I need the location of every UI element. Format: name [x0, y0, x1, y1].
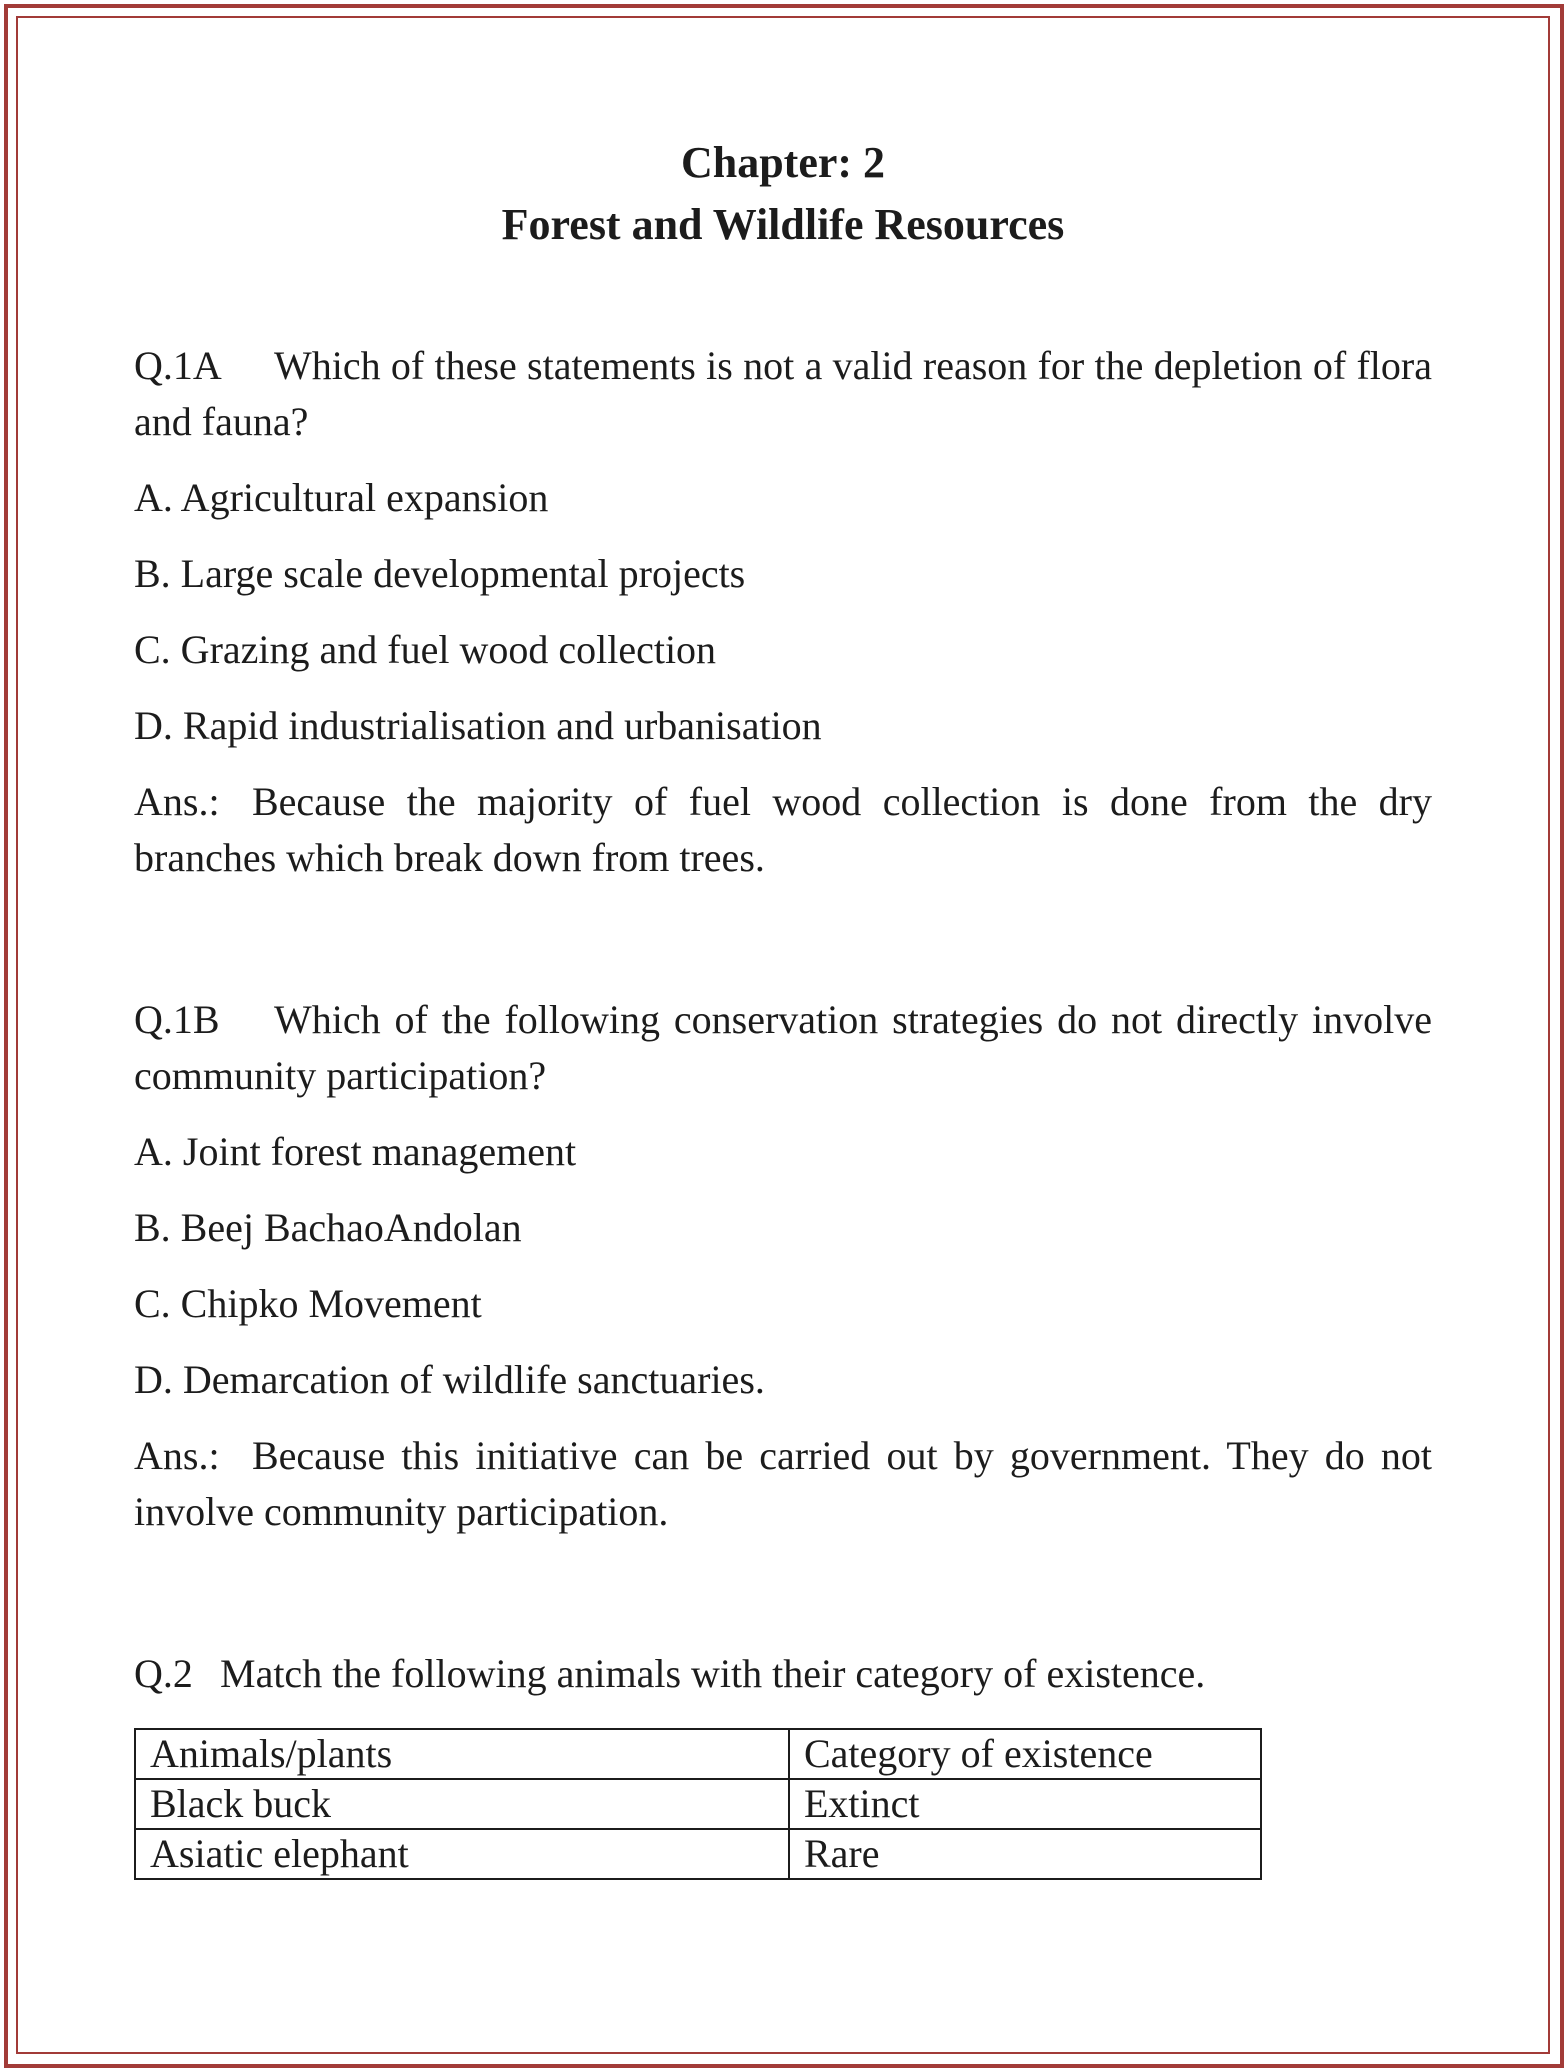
table-row — [135, 1829, 1261, 1879]
document-page — [134, 132, 1432, 1880]
answer — [134, 1428, 1432, 1540]
table-cell: Black buck — [135, 1779, 789, 1829]
option-a: A. Agricultural expansion — [134, 475, 549, 520]
question-body: Which of the following conservation strategies do not directly involve community participation? — [134, 997, 1432, 1098]
question-2 — [134, 1646, 1432, 1880]
chapter-heading — [134, 132, 1432, 256]
table-row — [135, 1779, 1261, 1829]
table-header-cell: Category of existence — [789, 1729, 1261, 1779]
answer-label: Ans.: — [134, 1433, 220, 1478]
answer-text: Because the majority of fuel wood collection is done from the dry branches which break down from trees. — [134, 779, 1432, 880]
table-cell: Asiatic elephant — [135, 1829, 789, 1879]
question-body: Match the following animals with their category of existence. — [220, 1651, 1206, 1696]
answer-label: Ans.: — [134, 779, 220, 824]
table-cell: Rare — [789, 1829, 1261, 1879]
option-d: D. Demarcation of wildlife sanctuaries. — [134, 1357, 765, 1402]
question-text — [134, 992, 1432, 1104]
question-number: Q.1B — [134, 997, 220, 1042]
option-b: B. Beej BachaoAndolan — [134, 1205, 522, 1250]
chapter-number: Chapter: 2 — [680, 138, 886, 187]
question-1a — [134, 338, 1432, 886]
question-1b — [134, 992, 1432, 1540]
question-body: Which of these statements is not a valid reason for the depletion of flora and fauna? — [134, 343, 1432, 444]
table-header-cell: Animals/plants — [135, 1729, 789, 1779]
question-number: Q.2 — [134, 1651, 193, 1696]
option-c: C. Chipko Movement — [134, 1281, 482, 1326]
match-table — [134, 1728, 1262, 1880]
option-a: A. Joint forest management — [134, 1129, 577, 1174]
answer — [134, 774, 1432, 886]
chapter-title: Forest and Wildlife Resources — [501, 200, 1065, 249]
option-c: C. Grazing and fuel wood collection — [134, 627, 717, 672]
table-header-row — [135, 1729, 1261, 1779]
option-d: D. Rapid industrialisation and urbanisation — [134, 703, 822, 748]
question-number: Q.1A — [134, 343, 222, 388]
option-b: B. Large scale developmental projects — [134, 551, 746, 596]
question-text — [134, 338, 1432, 450]
table-cell: Extinct — [789, 1779, 1261, 1829]
answer-text: Because this initiative can be carried out by government. They do not involve community participation. — [134, 1433, 1432, 1534]
question-text — [134, 1646, 1432, 1702]
